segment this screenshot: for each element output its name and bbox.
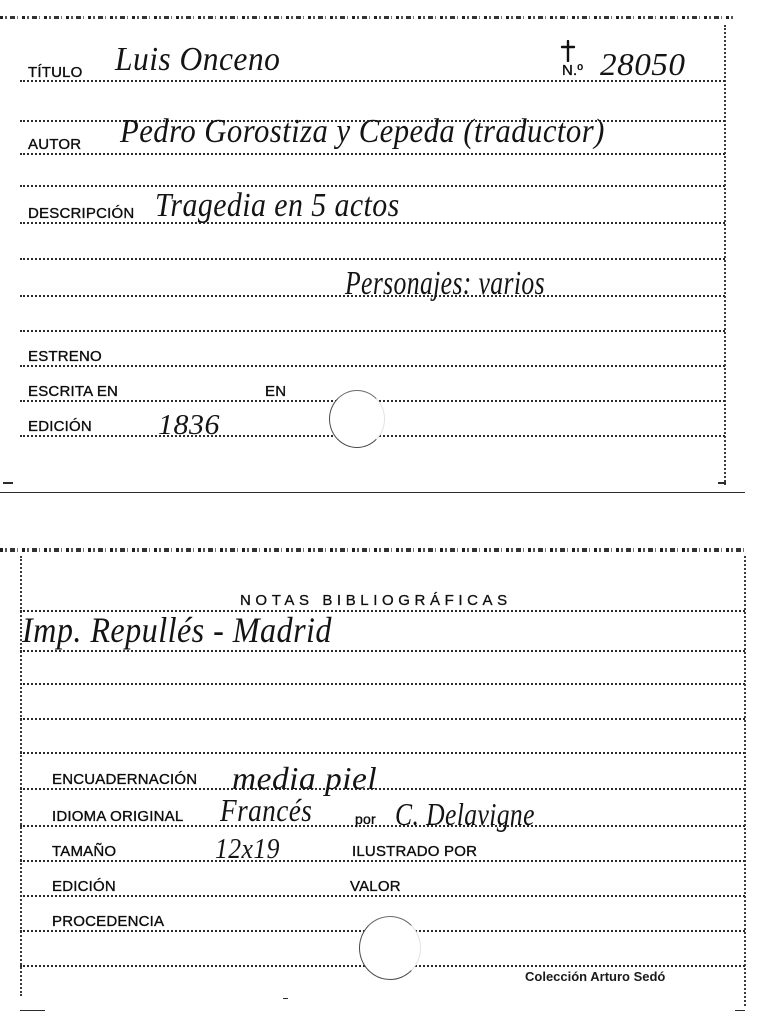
notas-line-1: Imp. Repullés - Madrid (22, 610, 332, 650)
card-right-border (724, 25, 726, 485)
en-label: EN (265, 383, 287, 400)
estreno-label: ESTRENO (28, 348, 102, 365)
card-edge-mark (735, 1010, 745, 1011)
idioma-original-label: IDIOMA ORIGINAL (52, 808, 184, 825)
rule-line (20, 752, 745, 754)
autor-label: AUTOR (28, 136, 82, 153)
encuadernacion-value: media piel (232, 760, 378, 796)
cross-mark-icon (560, 40, 576, 62)
card-bottom-edge (0, 492, 745, 493)
rule-line (20, 258, 725, 260)
card-top-edge (0, 548, 745, 552)
titulo-value: Luis Onceno (115, 41, 281, 78)
por-value: C. Delavigne (395, 796, 535, 832)
encuadernacion-label: ENCUADERNACIÓN (52, 771, 198, 788)
procedencia-label: PROCEDENCIA (52, 913, 165, 930)
valor-label: VALOR (350, 878, 401, 895)
edicion-label: EDICIÓN (52, 878, 116, 895)
coleccion-imprint: Colección Arturo Sedó (525, 969, 666, 984)
card-top-edge (0, 16, 735, 19)
descripcion-value: Tragedia en 5 actos (155, 187, 400, 224)
por-label: por (355, 811, 376, 827)
card-edge-mark (20, 1010, 45, 1011)
idioma-original-value: Francés (220, 792, 313, 828)
notas-bibliograficas-heading: NOTAS BIBLIOGRÁFICAS (240, 592, 512, 609)
rule-line (20, 650, 745, 652)
card-edge-mark (3, 482, 13, 484)
rule-line (20, 153, 725, 155)
numero-label: N.º (562, 62, 584, 79)
rule-line (20, 365, 725, 367)
card-edge-mark (283, 998, 288, 999)
edicion-value: 1836 (158, 410, 220, 441)
tamano-label: TAMAÑO (52, 843, 117, 860)
autor-value: Pedro Gorostiza y Cepeda (traductor) (120, 113, 605, 150)
rule-line (20, 683, 745, 685)
rule-line (20, 330, 725, 332)
descripcion-value-line-2: Personajes: varios (345, 265, 545, 302)
edicion-label: EDICIÓN (28, 418, 92, 435)
rule-line (20, 718, 745, 720)
card-edge-mark (718, 482, 726, 484)
punch-hole (359, 916, 421, 980)
card-right-border (744, 556, 746, 1006)
titulo-label: TÍTULO (28, 64, 83, 81)
numero-value: 28050 (600, 46, 686, 82)
punch-hole (329, 390, 385, 448)
descripcion-label: DESCRIPCIÓN (28, 205, 135, 222)
escrita-en-label: ESCRITA EN (28, 383, 119, 400)
ilustrado-por-label: ILUSTRADO POR (352, 843, 478, 860)
tamano-value: 12x19 (215, 834, 280, 865)
